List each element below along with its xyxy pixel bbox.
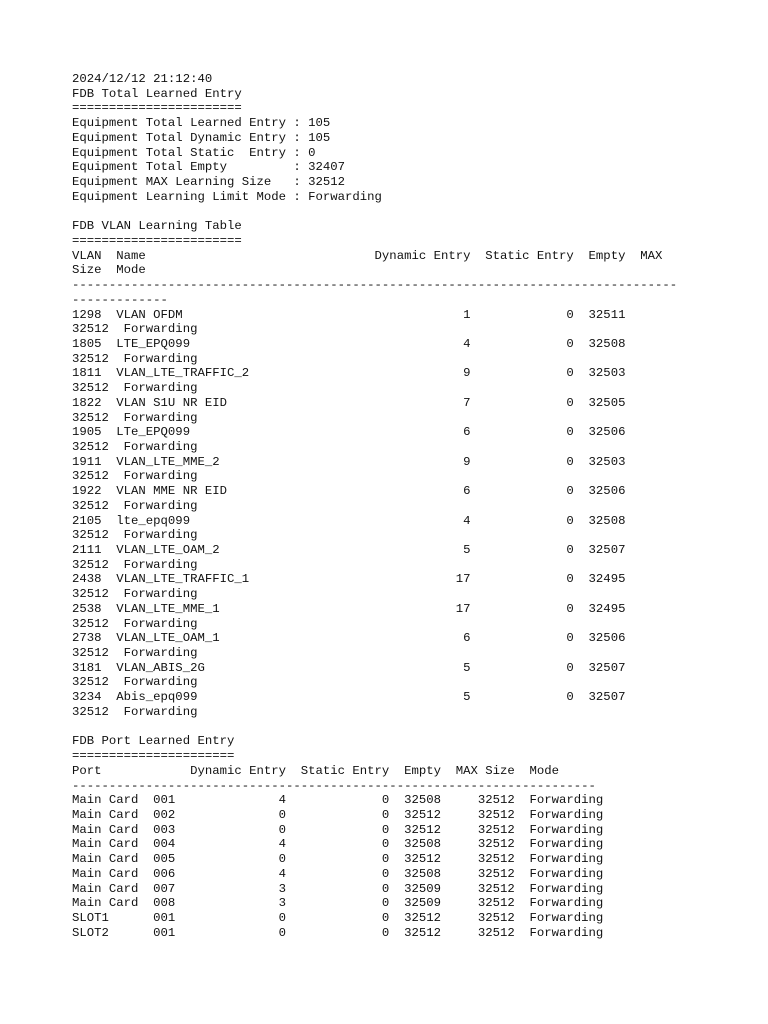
blank-line	[72, 204, 768, 219]
port-row: Main Card 002 0 0 32512 32512 Forwarding	[72, 807, 604, 822]
vlan-row-wrap: 32512 Forwarding	[72, 587, 198, 602]
port-row: Main Card 004 4 0 32508 32512 Forwarding	[72, 837, 604, 852]
vlan-row: 2738 VLAN_LTE_OAM_1 6 0 32506	[72, 631, 626, 646]
vlan-row-wrap: 32512 Forwarding	[72, 381, 198, 396]
vlan-row: 1905 LTe_EPQ099 6 0 32506	[72, 425, 626, 440]
vlan-section-title: FDB VLAN Learning Table	[72, 219, 242, 234]
vlan-table-separator-wrap: -------------	[72, 292, 168, 307]
port-section-rule: ======================	[72, 749, 235, 764]
vlan-row-wrap: 32512 Forwarding	[72, 439, 198, 454]
port-section-title: FDB Port Learned Entry	[72, 734, 235, 749]
vlan-table-header: VLAN Name Dynamic Entry Static Entry Empty MAX	[72, 248, 663, 263]
port-row: Main Card 003 0 0 32512 32512 Forwarding	[72, 822, 604, 837]
vlan-table-header-wrap: Size Mode	[72, 263, 146, 278]
vlan-row-wrap: 32512 Forwarding	[72, 469, 198, 484]
vlan-row: 3181 VLAN_ABIS_2G 5 0 32507	[72, 660, 626, 675]
vlan-row: 1811 VLAN_LTE_TRAFFIC_2 9 0 32503	[72, 366, 626, 381]
port-table-header: Port Dynamic Entry Static Entry Empty MAX Size Mode	[72, 763, 560, 778]
vlan-row: 2105 lte_epq099 4 0 32508	[72, 513, 626, 528]
vlan-row: 1822 VLAN S1U NR EID 7 0 32505	[72, 395, 626, 410]
timestamp: 2024/12/12 21:12:40	[72, 72, 213, 86]
vlan-row-wrap: 32512 Forwarding	[72, 675, 198, 690]
vlan-row-wrap: 32512 Forwarding	[72, 351, 198, 366]
total-learned-entry-line: Equipment Total Learned Entry : 105	[72, 116, 331, 131]
vlan-row-wrap: 32512 Forwarding	[72, 557, 198, 572]
vlan-row: 2438 VLAN_LTE_TRAFFIC_1 17 0 32495	[72, 572, 626, 587]
vlan-row: 1805 LTE_EPQ099 4 0 32508	[72, 336, 626, 351]
total-section-rule: =======================	[72, 101, 242, 116]
vlan-row-wrap: 32512 Forwarding	[72, 322, 198, 337]
vlan-table-separator: ----------------------------------------------------------------------------------	[72, 278, 678, 293]
port-row: Main Card 001 4 0 32508 32512 Forwarding	[72, 793, 604, 808]
vlan-row: 2538 VLAN_LTE_MME_1 17 0 32495	[72, 601, 626, 616]
blank-line	[72, 720, 768, 735]
total-section-title: FDB Total Learned Entry	[72, 86, 242, 101]
port-row: Main Card 008 3 0 32509 32512 Forwarding	[72, 896, 604, 911]
vlan-row-wrap: 32512 Forwarding	[72, 498, 198, 513]
port-row: Main Card 006 4 0 32508 32512 Forwarding	[72, 866, 604, 881]
port-row: SLOT1 001 0 0 32512 32512 Forwarding	[72, 910, 604, 925]
vlan-row: 1911 VLAN_LTE_MME_2 9 0 32503	[72, 454, 626, 469]
vlan-row: 3234 Abis_epq099 5 0 32507	[72, 690, 626, 705]
max-learning-size-line: Equipment MAX Learning Size : 32512	[72, 175, 346, 190]
vlan-row-wrap: 32512 Forwarding	[72, 646, 198, 661]
vlan-row-wrap: 32512 Forwarding	[72, 616, 198, 631]
vlan-row-wrap: 32512 Forwarding	[72, 410, 198, 425]
vlan-row: 1298 VLAN OFDM 1 0 32511	[72, 307, 626, 322]
learning-limit-mode-line: Equipment Learning Limit Mode : Forwarding	[72, 189, 382, 204]
total-dynamic-entry-line: Equipment Total Dynamic Entry : 105	[72, 130, 331, 145]
port-row: SLOT2 001 0 0 32512 32512 Forwarding	[72, 925, 604, 940]
total-empty-line: Equipment Total Empty : 32407	[72, 160, 346, 175]
port-row: Main Card 007 3 0 32509 32512 Forwarding	[72, 881, 604, 896]
vlan-row: 1922 VLAN MME NR EID 6 0 32506	[72, 484, 626, 499]
vlan-row-wrap: 32512 Forwarding	[72, 528, 198, 543]
vlan-section-rule: =======================	[72, 233, 242, 248]
vlan-row: 2111 VLAN_LTE_OAM_2 5 0 32507	[72, 543, 626, 557]
port-table-separator: -----------------------------------------------------------------------	[72, 778, 596, 793]
total-static-entry-line: Equipment Total Static Entry : 0	[72, 145, 316, 160]
vlan-row-wrap: 32512 Forwarding	[72, 704, 198, 719]
port-row: Main Card 005 0 0 32512 32512 Forwarding	[72, 852, 604, 867]
